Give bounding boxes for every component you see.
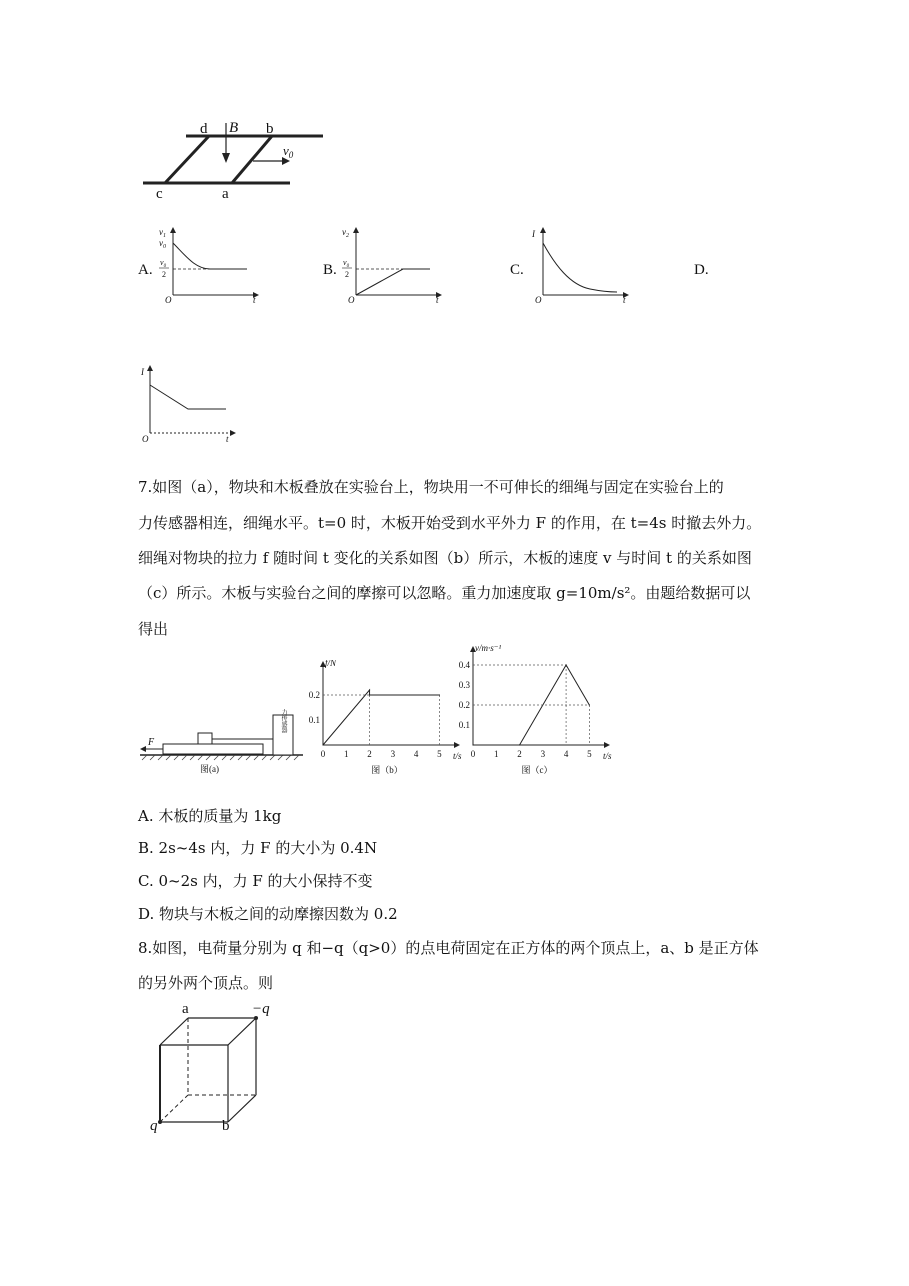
label-c: c [156,186,163,202]
q7-line-4: （c）所示。木板与实验台之间的摩擦可以忽略。重力加速度取 g=10m/s²。由题给数据可以 [138,584,751,602]
y-tick-label: 0.1 [308,715,320,725]
force-label: F [148,737,155,748]
label-a: a [222,186,229,202]
option-b-label: B. [323,262,337,278]
q7-line-3: 细绳对物块的拉力 f 随时间 t 变化的关系如图（b）所示，木板的速度 v 与时间 t 的关系如图 [138,549,752,567]
x-tick-label: 0 [470,749,476,759]
data-point [439,694,440,695]
q7-line-1: 7.如图（a），物块和木板叠放在实验台上，物块用一不可伸长的细绳与固定在实验台上的 [138,478,724,496]
x-axis-label: t/s [603,751,612,761]
x-tick-label: 4 [563,749,569,759]
label-B: B [229,120,239,136]
svg-text:I: I [532,229,535,239]
y-tick-label: 0.2 [308,690,320,700]
option-d-graph [138,365,243,445]
option-c-graph [525,225,630,305]
vertex-a: a [182,1003,189,1017]
label-v0: $v_0$ [283,143,294,160]
svg-text:v1: $v_1$ [159,227,166,239]
figure-a-caption: 图(a) [200,764,219,774]
svg-text:O: O [142,434,149,444]
x-axis-label: t/s [453,751,462,761]
svg-text:v0: $v_0$ [160,258,167,269]
q7-option-b: B. 2s~4s 内，力 F 的大小为 0.4N [138,839,378,857]
data-point [369,689,370,690]
y-tick-label: 0.3 [458,680,470,690]
x-axis-arrow [604,742,610,748]
option-d-label: D. [694,262,709,278]
data-point [322,744,323,745]
svg-text:v0: $v_0$ [343,258,350,269]
x-tick-label: 1 [344,749,349,759]
sensor-label: 力传感器 [280,709,286,733]
svg-text:t: t [226,434,229,444]
x-tick-label: 0 [320,749,326,759]
x-tick-label: 5 [587,749,592,759]
vertex-b: b [222,1118,230,1133]
q7-line-5: 得出 [138,620,169,638]
y-axis-label: f/N [325,660,337,668]
x-tick-label: 5 [437,749,442,759]
data-point [519,744,520,745]
svg-text:t: t [253,295,256,305]
option-b-graph [338,225,443,305]
svg-text:O: O [165,295,172,305]
svg-text:I: I [141,367,144,377]
svg-text:t: t [623,295,626,305]
svg-text:v0: $v_0$ [159,238,166,250]
chart-caption: 图（c） [521,765,553,775]
chart-caption: 图（b） [371,765,403,775]
q7-option-c: C. 0~2s 内，力 F 的大小保持不变 [138,872,373,890]
data-point [565,664,566,665]
svg-text:2: 2 [345,270,349,279]
q8-line-1: 8.如图，电荷量分别为 q 和−q（q>0）的点电荷固定在正方体的两个顶点上，a、b 是正方体 [138,939,759,957]
option-a-graph [155,225,260,305]
x-tick-label: 2 [517,749,522,759]
label-d: d [200,121,208,137]
chart-c [455,643,615,778]
svg-text:2: 2 [162,270,166,279]
q7-option-a: A. 木板的质量为 1kg [138,807,282,825]
x-tick-label: 3 [390,749,396,759]
chart-b [305,660,465,780]
vertex-neg-q: −q [252,1003,270,1017]
svg-text:v2: $v_2$ [342,227,349,239]
option-a-label: A. [138,262,153,278]
x-tick-label: 3 [540,749,546,759]
vertex-q: q [150,1118,158,1133]
data-point [369,694,370,695]
svg-text:O: O [535,295,542,305]
q7-option-d: D. 物块与木板之间的动摩擦因数为 0.2 [138,905,398,923]
q8-line-2: 的另外两个顶点。则 [138,974,274,992]
label-b: b [266,121,274,137]
y-tick-label: 0.1 [458,720,470,730]
rails-diagram [138,115,338,205]
y-tick-label: 0.2 [458,700,470,710]
svg-text:t: t [436,295,439,305]
x-tick-label: 2 [367,749,372,759]
option-c-label: C. [510,262,524,278]
series-line [323,690,439,745]
data-point [589,704,590,705]
y-tick-label: 0.4 [458,660,470,670]
x-tick-label: 4 [413,749,419,759]
data-point [472,744,473,745]
y-axis-label: v/m·s⁻¹ [475,643,502,653]
x-tick-label: 1 [494,749,499,759]
q7-line-2: 力传感器相连，细绳水平。t=0 时，木板开始受到水平外力 F 的作用，在 t=4s 时撤去外力。 [138,514,762,532]
figure-a-apparatus [138,700,308,780]
svg-text:O: O [348,295,355,305]
cube-diagram [140,1003,290,1133]
